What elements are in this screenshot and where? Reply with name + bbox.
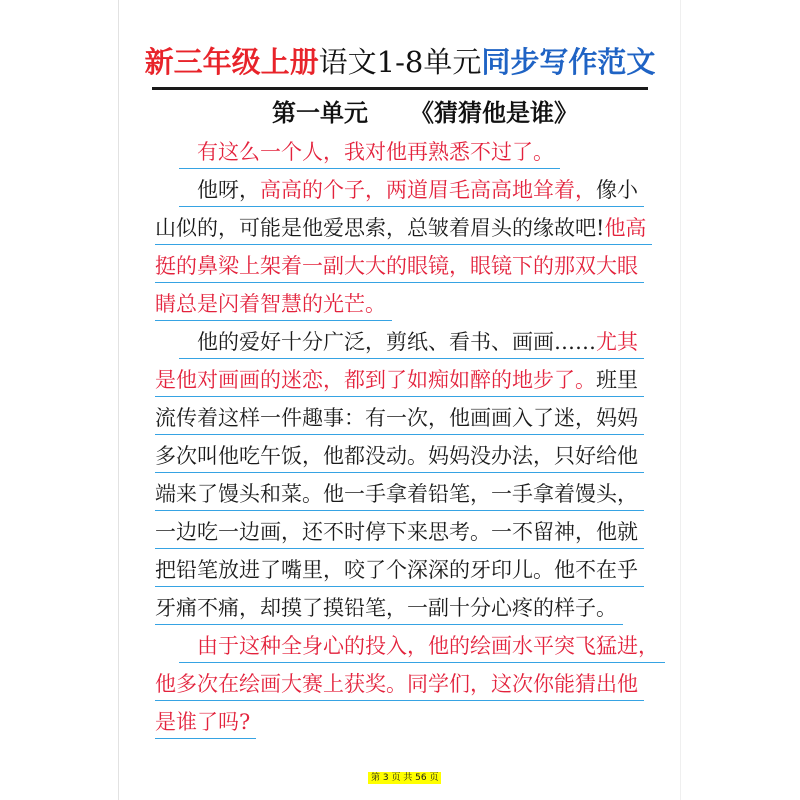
- text-line: [155, 630, 665, 668]
- highlighted-phrase: 睛总是闪着智慧的光芒。: [155, 292, 386, 316]
- highlighted-phrase: 有这么一个人，我对他再熟悉不过了。: [197, 140, 554, 164]
- underlined-line-text: [179, 326, 644, 359]
- highlighted-phrase: 是谁了吗?: [155, 710, 251, 734]
- text-line: [155, 250, 665, 288]
- underlined-line-text: [155, 554, 644, 587]
- paragraph: [155, 174, 665, 326]
- text-line: [155, 554, 665, 592]
- highlighted-phrase: 挺的鼻梁上架着一副大大的眼镜，眼镜下的那双大眼: [155, 254, 638, 278]
- text-line: [155, 136, 665, 174]
- title-grade-part: 新三年级上册: [144, 45, 319, 79]
- unit-heading: 第一单元: [272, 98, 368, 127]
- text-line: [155, 440, 665, 478]
- title-subject-part: 语文1-8单元: [318, 45, 482, 79]
- plain-text: 多次叫他吃午饭，他都没动。妈妈没办法，只好给他: [155, 444, 638, 468]
- underlined-line-text: [155, 212, 652, 245]
- highlighted-phrase: 高高的个子，两道眉毛高高地耸着，: [260, 178, 596, 202]
- paragraph: [155, 326, 665, 630]
- underlined-line-text: [155, 516, 644, 549]
- plain-text: 流传着这样一件趣事：有一次，他画画入了迷，妈妈: [155, 406, 638, 430]
- underlined-line-text: [179, 174, 644, 207]
- text-line: [155, 288, 665, 326]
- highlighted-phrase: 是他对画画的迷恋，都到了如痴如醉的地步了。: [155, 368, 596, 392]
- underlined-line-text: [155, 706, 256, 739]
- plain-text: 他的爱好十分广泛，剪纸、看书、画画……: [197, 330, 596, 354]
- text-line: [155, 174, 665, 212]
- plain-text: 山似的，可能是他爱思索，总皱着眉头的缘故吧!: [155, 216, 605, 240]
- plain-text: 一边吃一边画，还不时停下来思考。一不留神，他就: [155, 520, 638, 544]
- text-line: [155, 326, 665, 364]
- paragraph: [155, 630, 665, 744]
- text-line: [155, 364, 665, 402]
- document-title: [0, 40, 800, 84]
- underlined-line-text: [155, 250, 644, 283]
- paragraph: [155, 136, 665, 174]
- title-topic-part: 同步写作范文: [481, 45, 656, 79]
- underlined-line-text: [155, 592, 623, 625]
- text-line: [155, 402, 665, 440]
- plain-text: 端来了馒头和菜。他一手拿着铅笔，一手拿着馒头，: [155, 482, 638, 506]
- plain-text: 牙痛不痛，却摸了摸铅笔，一副十分心疼的样子。: [155, 596, 617, 620]
- highlighted-phrase: 他多次在绘画大赛上获奖。同学们，这次你能猜出他: [155, 672, 638, 696]
- plain-text: 他呀，: [197, 178, 260, 202]
- underlined-line-text: [155, 478, 644, 511]
- underlined-line-text: [155, 364, 644, 397]
- highlighted-phrase: 他高: [604, 216, 647, 240]
- underlined-line-text: [179, 136, 560, 169]
- underlined-line-text: [155, 288, 392, 321]
- text-line: [155, 592, 665, 630]
- title-underline: [152, 87, 648, 90]
- underlined-line-text: [155, 402, 644, 435]
- page-number-footer: 第 3 页 共 56 页: [368, 772, 441, 784]
- essay-title: 《猜猜他是谁》: [410, 98, 578, 127]
- text-line: [155, 212, 665, 250]
- essay-body: [155, 136, 665, 744]
- highlighted-phrase: 尤其: [596, 330, 638, 354]
- plain-text: 把铅笔放进了嘴里，咬了个深深的牙印儿。他不在乎: [155, 558, 638, 582]
- text-line: [155, 478, 665, 516]
- text-line: [155, 706, 665, 744]
- plain-text: 像小: [596, 178, 638, 202]
- underlined-line-text: [179, 630, 665, 663]
- underlined-line-text: [155, 440, 644, 473]
- highlighted-phrase: 由于这种全身心的投入，他的绘画水平突飞猛进，: [197, 634, 659, 658]
- text-line: [155, 668, 665, 706]
- text-line: [155, 516, 665, 554]
- underlined-line-text: [155, 668, 644, 701]
- plain-text: 班里: [596, 368, 638, 392]
